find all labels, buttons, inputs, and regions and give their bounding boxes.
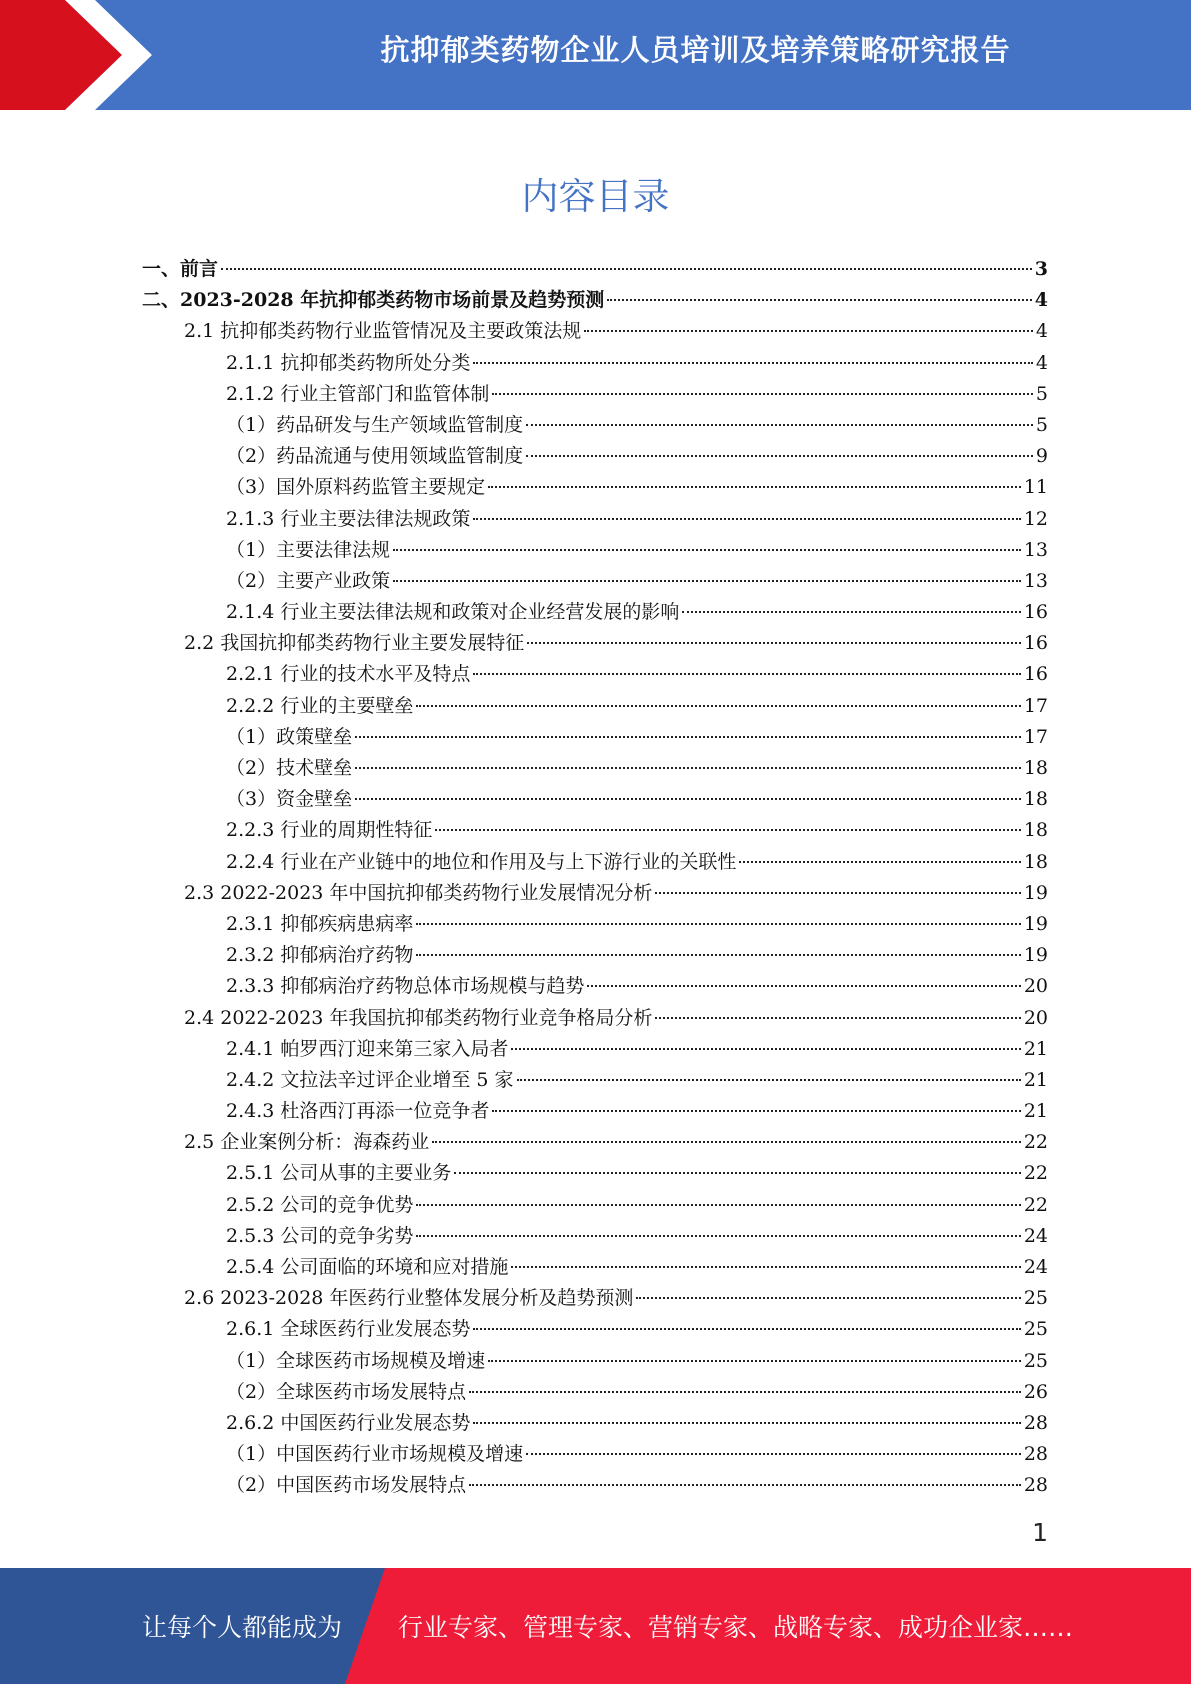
toc-entry-label: 2.3.3 抑郁病治疗药物总体市场规模与趋势 [226,975,585,998]
report-title: 抗抑郁类药物企业人员培训及培养策略研究报告 [380,33,1011,67]
toc-entry-label: （2）药品流通与使用领域监管制度 [226,445,524,468]
toc-entry[interactable] [142,784,1048,815]
toc-entry[interactable] [142,472,1048,503]
toc-entry-page: 22 [1023,1162,1048,1185]
toc-entry-label: （3）资金壁垒 [226,788,353,811]
toc-dot-leader [432,1141,1021,1143]
toc-entry-page: 18 [1023,757,1048,779]
toc-entry-label: （2）中国医药市场发展特点 [226,1474,467,1497]
toc-entry[interactable] [142,628,1048,659]
toc-entry-label: 2.4.3 杜洛西汀再添一位竞争者 [226,1100,490,1123]
toc-dot-leader [393,549,1021,551]
toc-dot-leader [454,1172,1020,1174]
footer-slogan-left: 让每个人都能成为 [142,1613,343,1642]
toc-dot-leader [355,736,1021,738]
toc-dot-leader [488,1360,1021,1362]
toc-entry-page: 17 [1023,725,1048,748]
toc-entry-label: 2.1.3 行业主要法律法规政策 [226,507,471,530]
toc-entry-page: 19 [1023,881,1048,904]
toc-entry-label: 2.5.3 公司的竞争劣势 [226,1224,414,1247]
toc-dot-leader [511,1266,1020,1268]
toc-entry-page: 4 [1034,289,1048,312]
toc-entry-label: 2.5.2 公司的竞争优势 [226,1193,414,1216]
toc-entry-label: 二、2023-2028 年抗抑郁类药物市场前景及趋势预测 [142,289,605,312]
toc-entry[interactable] [142,847,1048,878]
toc-entry-page: 11 [1023,476,1048,499]
toc-entry-label: 2.2.1 行业的技术水平及特点 [226,663,471,686]
toc-entry-page: 21 [1023,1037,1048,1060]
toc-entry-page: 13 [1023,538,1048,561]
toc-entry[interactable] [142,1283,1048,1314]
toc-entry[interactable] [142,535,1048,566]
toc-entry-label: 2.2.4 行业在产业链中的地位和作用及与上下游行业的关联性 [226,850,737,873]
toc-entry-label: 一、前言 [142,258,219,280]
toc-entry-page: 20 [1023,975,1048,998]
toc-dot-leader [739,861,1020,863]
toc-entry[interactable] [142,878,1048,909]
toc-entry[interactable] [142,1158,1048,1189]
toc-entry-page: 18 [1023,819,1048,842]
toc-dot-leader [526,1453,1021,1455]
toc-entry[interactable] [142,379,1048,410]
toc-entry-label: 2.4.2 文拉法辛过评企业增至 5 家 [226,1068,514,1091]
toc-entry-page: 25 [1023,1318,1048,1341]
toc-entry[interactable] [142,597,1048,628]
header-banner [0,0,1191,110]
toc-entry-label: 2.1.2 行业主管部门和监管体制 [226,382,490,405]
toc-entry-page: 9 [1035,445,1048,468]
toc-entry-label: 2.4 2022-2023 年我国抗抑郁类药物行业竞争格局分析 [184,1006,653,1029]
toc-entry-page: 22 [1023,1193,1048,1216]
toc-entry-page: 16 [1023,632,1048,655]
toc-entry-page: 18 [1023,850,1048,873]
toc-entry-page: 24 [1023,1224,1048,1247]
toc-entry-label: 2.6.1 全球医药行业发展态势 [226,1318,471,1341]
toc-entry[interactable] [142,1034,1048,1065]
toc-entry[interactable] [142,1190,1048,1221]
toc-entry-page: 25 [1023,1349,1048,1372]
toc-entry[interactable] [142,1439,1048,1470]
toc-entry-label: （1）药品研发与生产领域监管制度 [226,413,524,436]
toc-entry-page: 12 [1023,507,1048,530]
toc-entry[interactable] [142,1252,1048,1283]
toc-dot-leader [416,1235,1020,1237]
toc-entry[interactable] [142,1096,1048,1127]
toc-entry-page: 3 [1034,258,1048,280]
toc-dot-leader [473,1422,1020,1424]
toc-entry[interactable] [142,1408,1048,1439]
toc-entry[interactable] [142,722,1048,753]
toc-dot-leader [587,985,1020,987]
footer-banner [0,1568,1191,1684]
toc-dot-leader [469,1484,1021,1486]
toc-entry-label: 2.6.2 中国医药行业发展态势 [226,1411,471,1434]
toc-entry-page: 4 [1035,320,1048,343]
toc-entry[interactable] [142,940,1048,971]
toc-entry-page: 19 [1023,912,1048,935]
toc-dot-leader [527,642,1021,644]
toc-dot-leader [473,1328,1020,1330]
toc-dot-leader [221,268,1032,270]
toc-entry-page: 22 [1023,1131,1048,1154]
toc-dot-leader [682,611,1020,613]
toc-dot-leader [517,1079,1021,1081]
toc-entry-page: 16 [1023,601,1048,624]
toc-dot-leader [492,1110,1020,1112]
toc-entry[interactable] [142,753,1048,784]
toc-entry-label: （1）全球医药市场规模及增速 [226,1349,486,1372]
toc-dot-leader [393,580,1021,582]
toc-entry[interactable] [142,909,1048,940]
toc-entry[interactable] [142,254,1048,285]
toc-entry[interactable] [142,1003,1048,1034]
toc-entry-label: 2.5.1 公司从事的主要业务 [226,1162,452,1185]
toc-entry-page: 5 [1035,382,1048,405]
toc-entry-label: 2.6 2023-2028 年医药行业整体发展分析及趋势预测 [184,1287,634,1310]
toc-entry[interactable] [142,1065,1048,1096]
toc-entry[interactable] [142,971,1048,1002]
toc-entry[interactable] [142,815,1048,846]
toc-entry[interactable] [142,441,1048,472]
toc-entry-page: 25 [1023,1287,1048,1310]
toc-dot-leader [416,923,1020,925]
toc-entry-label: 2.5 企业案例分析：海森药业 [184,1131,430,1154]
toc-entry-page: 16 [1023,663,1048,686]
toc-entry[interactable] [142,410,1048,441]
toc-entry-label: 2.2 我国抗抑郁类药物行业主要发展特征 [184,632,525,655]
toc-entry-label: （2）全球医药市场发展特点 [226,1380,467,1403]
toc-entry[interactable] [142,1221,1048,1252]
toc-entry-page: 13 [1023,569,1048,592]
toc-entry[interactable] [142,566,1048,597]
toc-dot-leader [435,829,1020,831]
toc-entry-label: 2.5.4 公司面临的环境和应对措施 [226,1256,509,1278]
toc-entry-label: 2.1.4 行业主要法律法规和政策对企业经营发展的影响 [226,601,680,624]
toc-entry[interactable] [142,285,1048,316]
toc-dot-leader [636,1297,1020,1299]
toc-dot-leader [526,455,1033,457]
toc-entry-label: （2）主要产业政策 [226,569,391,592]
toc-entry[interactable] [142,1314,1048,1345]
table-of-contents [142,254,1048,1502]
toc-entry-label: 2.1 抗抑郁类药物行业监管情况及主要政策法规 [184,320,582,343]
toc-entry[interactable] [142,1377,1048,1408]
toc-entry-page: 21 [1023,1100,1048,1123]
toc-entry[interactable] [142,691,1048,722]
toc-entry-label: 2.4.1 帕罗西汀迎来第三家入局者 [226,1037,509,1060]
toc-entry-label: （1）政策壁垒 [226,725,353,748]
toc-entry[interactable] [142,1470,1048,1501]
toc-entry-label: 2.2.2 行业的主要壁垒 [226,694,414,717]
toc-dot-leader [607,299,1032,301]
toc-dot-leader [655,892,1020,894]
toc-dot-leader [355,767,1021,769]
toc-entry-page: 19 [1023,944,1048,967]
toc-entry-page: 28 [1023,1443,1048,1466]
toc-entry-page: 24 [1023,1256,1048,1278]
toc-dot-leader [526,424,1033,426]
toc-entry-label: 2.2.3 行业的周期性特征 [226,819,433,842]
toc-entry-label: 2.3 2022-2023 年中国抗抑郁类药物行业发展情况分析 [184,881,653,904]
toc-dot-leader [355,798,1021,800]
toc-dot-leader [469,1391,1021,1393]
toc-entry-label: （3）国外原料药监管主要规定 [226,476,486,499]
toc-entry[interactable] [142,659,1048,690]
toc-dot-leader [488,486,1021,488]
toc-dot-leader [492,393,1033,395]
toc-entry[interactable] [142,1127,1048,1158]
toc-entry-label: （2）技术壁垒 [226,757,353,779]
toc-dot-leader [473,518,1020,520]
toc-entry-page: 18 [1023,788,1048,811]
footer-slogan-right: 行业专家、管理专家、营销专家、战略专家、成功企业家…… [398,1613,1074,1642]
toc-dot-leader [416,954,1020,956]
toc-entry-label: 2.1.1 抗抑郁类药物所处分类 [226,351,471,374]
toc-entry-page: 4 [1035,351,1048,374]
toc-entry-page: 17 [1023,694,1048,717]
toc-entry[interactable] [142,348,1048,379]
toc-entry-label: （1）主要法律法规 [226,538,391,561]
toc-dot-leader [511,1048,1020,1050]
toc-entry-label: 2.3.1 抑郁疾病患病率 [226,912,414,935]
toc-dot-leader [416,705,1020,707]
toc-dot-leader [473,362,1033,364]
toc-dot-leader [473,673,1020,675]
toc-entry-page: 28 [1023,1474,1048,1497]
toc-entry[interactable] [142,1346,1048,1377]
toc-dot-leader [655,1017,1020,1019]
toc-entry-page: 21 [1023,1068,1048,1091]
toc-entry-page: 26 [1023,1380,1048,1403]
toc-heading: 内容目录 [521,175,670,218]
page-number: 1 [1032,1518,1048,1547]
toc-dot-leader [416,1204,1020,1206]
toc-entry-label: （1）中国医药行业市场规模及增速 [226,1443,524,1466]
toc-entry[interactable] [142,316,1048,347]
toc-entry-label: 2.3.2 抑郁病治疗药物 [226,944,414,967]
toc-entry-page: 20 [1023,1006,1048,1029]
toc-dot-leader [584,330,1033,332]
toc-entry-page: 28 [1023,1411,1048,1434]
toc-entry[interactable] [142,504,1048,535]
toc-entry-page: 5 [1035,413,1048,436]
